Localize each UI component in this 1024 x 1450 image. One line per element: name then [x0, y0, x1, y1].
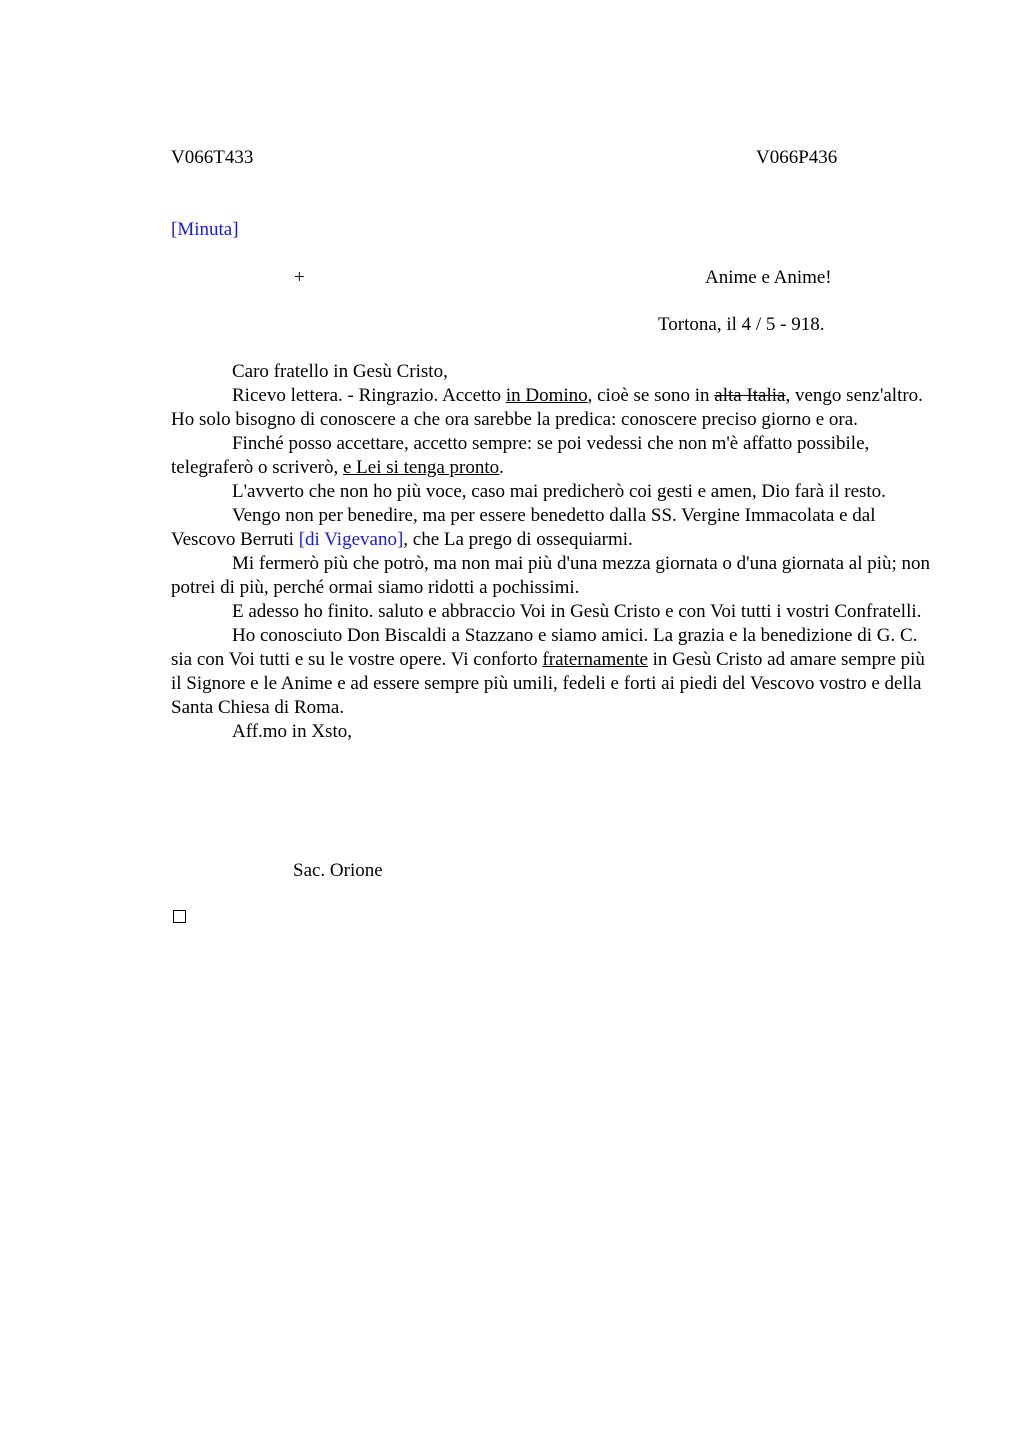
minuta-tag: [Minuta] — [171, 219, 239, 240]
paragraph-2: Finché posso accettare, accetto sempre: se poi vedessi che non m'è affatto possibile, telegraferò o scriverò, e Lei si tenga pronto. — [171, 433, 870, 478]
letter-body — [171, 360, 931, 744]
signature: Sac. Orione — [293, 860, 383, 881]
editorial-note: [di Vigevano] — [298, 529, 404, 550]
motto: Anime e Anime! — [705, 267, 832, 288]
paragraph-3: L'avverto che non ho più voce, caso mai predicherò coi gesti e amen, Dio farà il resto. — [232, 481, 886, 502]
cross-mark: + — [294, 267, 305, 288]
square-outline-icon — [173, 910, 186, 923]
paragraph-7: Ho conosciuto Don Biscaldi a Stazzano e siamo amici. La grazia e la benedizione di G. C. sia con Voi tutti e su le vostre opere. Vi conforto fraternamente in Gesù Cristo ad amare sempre più il Signore e le Anime e ad essere sempre più umili, fedeli e forti ai piedi del Vescovo vostro e della Santa Chiesa di Roma. — [171, 625, 925, 718]
underlined-phrase: in Domino — [505, 385, 588, 406]
salutation: Caro fratello in Gesù Cristo, — [232, 361, 448, 382]
place-date: Tortona, il 4 / 5 - 918. — [658, 314, 825, 335]
document-code-left: V066T433 — [171, 147, 254, 168]
paragraph-6: E adesso ho finito. saluto e abbraccio Voi in Gesù Cristo e con Voi tutti i vostri Confratelli. — [232, 601, 922, 622]
paragraph-5: Mi fermerò più che potrò, ma non mai più d'una mezza giornata o d'una giornata al più; non potrei di più, perché ormai siamo ridotti a pochissimi. — [171, 553, 931, 598]
struck-phrase: alta Italia — [714, 385, 786, 406]
underlined-phrase: fraternamente — [542, 649, 648, 670]
paragraph-4: Vengo non per benedire, ma per essere benedetto dalla SS. Vergine Immacolata e dal Vescovo Berruti [di Vigevano], che La prego di ossequiarmi. — [171, 505, 876, 550]
paragraph-1: Ricevo lettera. - Ringrazio. Accetto in Domino, cioè se sono in alta Italia, vengo senz'altro. Ho solo bisogno di conoscere a che ora sarebbe la predica: conoscere preciso giorno e ora. — [171, 385, 923, 430]
underlined-phrase: e Lei si tenga pronto — [342, 457, 500, 478]
closing: Aff.mo in Xsto, — [232, 721, 352, 742]
document-code-right: V066P436 — [756, 147, 838, 168]
